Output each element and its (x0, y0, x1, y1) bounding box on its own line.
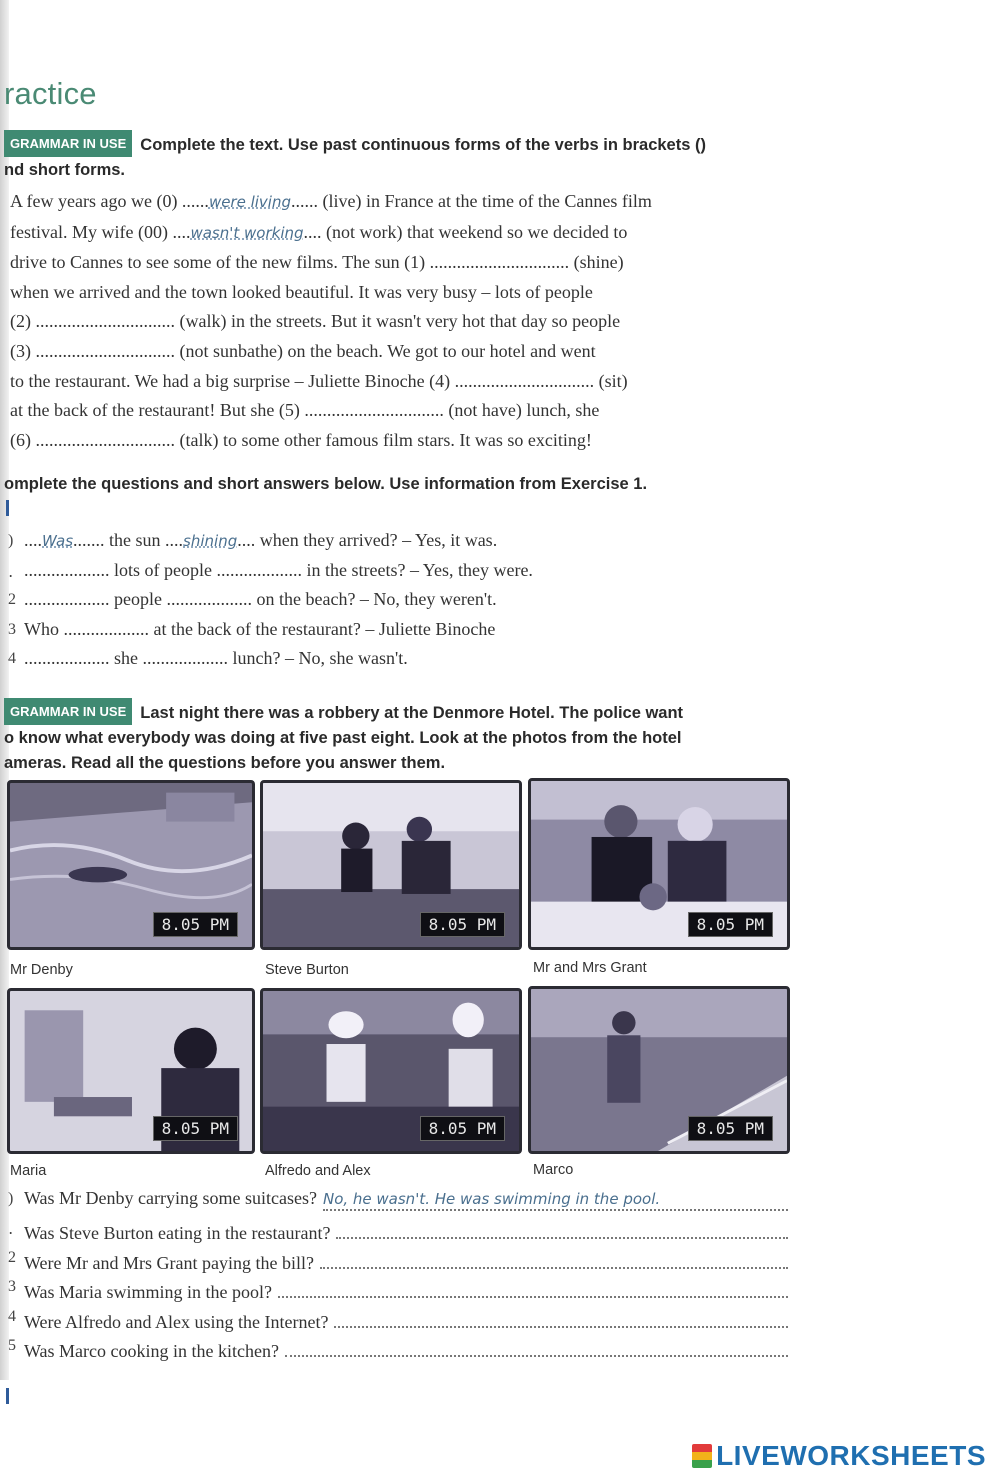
ex1-text-segment: (3) ............................... (not sunbathe) on the beach. We got to our hotel and went (10, 340, 596, 361)
ex3-question (4, 1335, 804, 1364)
ex3-question (4, 1276, 804, 1305)
ex3-question (4, 1306, 804, 1335)
ex2-text-segment: .... (24, 530, 42, 550)
ex2-item (4, 560, 804, 590)
timestamp: 8.05 PM (153, 1116, 238, 1141)
question-text: Were Mr and Mrs Grant paying the bill? (24, 1252, 314, 1273)
caption-steve-burton: Steve Burton (265, 962, 349, 978)
ex3-marker (6, 1388, 9, 1404)
answer-line[interactable] (278, 1276, 788, 1298)
ex2-text-segment: ................... lots of people ................... in the streets? – Yes, they were. (24, 559, 533, 580)
ex1-instruction: GRAMMAR IN USE Complete the text. Use past continuous forms of the verbs in brackets () nd short forms. (4, 130, 804, 183)
answer-line[interactable] (285, 1335, 788, 1357)
item-number: 2 (8, 591, 16, 609)
ex1-line (10, 337, 800, 367)
answer-field[interactable]: Was (42, 532, 74, 550)
ex2-text-segment: .... when they arrived? – Yes, it was. (237, 530, 498, 550)
grammar-in-use-tag: GRAMMAR IN USE (4, 130, 132, 157)
question-number: 2 (8, 1248, 16, 1266)
ex1-text-segment: to the restaurant. We had a big surprise – Juliette Binoche (4) ............................... (sit) (10, 370, 628, 391)
question-text: Was Mr Denby carrying some suitcases? (24, 1188, 317, 1208)
timestamp: 8.05 PM (420, 912, 505, 937)
ex2-marker (6, 500, 9, 516)
ex1-line (10, 367, 800, 397)
answer-field[interactable]: were living (208, 193, 292, 211)
ex2-instruction: omplete the questions and short answers below. Use information from Exercise 1. (4, 475, 648, 493)
question-number: 5 (8, 1336, 16, 1354)
question-text: Was Steve Burton eating in the restaurant? (24, 1223, 331, 1244)
photo-steve-burton (260, 780, 522, 950)
question-text: Was Marco cooking in the kitchen? (24, 1340, 279, 1361)
ex2-item (4, 530, 804, 560)
ex2-item (4, 648, 804, 678)
caption-mr-denby: Mr Denby (10, 962, 73, 978)
answer-line[interactable] (320, 1247, 788, 1269)
ex1-text-segment: when we arrived and the town looked beautiful. It was very busy – lots of people (10, 281, 593, 302)
ex3-question (4, 1247, 804, 1276)
answer-field[interactable]: shining (183, 532, 238, 550)
ex2-questions (4, 530, 804, 678)
ex1-line (10, 278, 800, 308)
ex1-text-segment: .... (not work) that weekend so we decided to (303, 221, 628, 242)
caption-alfredo-alex: Alfredo and Alex (265, 1163, 371, 1179)
caption-mr-mrs-grant: Mr and Mrs Grant (533, 960, 647, 976)
ex1-text (10, 187, 800, 455)
answer-field: No, he wasn't. He was swimming in the pool. (322, 1190, 661, 1208)
grammar-in-use-tag-2: GRAMMAR IN USE (4, 698, 132, 725)
timestamp: 8.05 PM (420, 1116, 505, 1141)
photo-marco (528, 986, 790, 1154)
ex1-text-segment: (2) ............................... (walk) in the streets. But it wasn't very hot that day so people (10, 311, 621, 332)
ex1-text-segment: drive to Cannes to see some of the new films. The sun (1) ............................... (shine) (10, 252, 624, 273)
ex1-line (10, 218, 800, 249)
ex2-text-segment: ................... she ................... lunch? – No, she wasn't. (24, 648, 408, 669)
ex1-line (10, 396, 800, 426)
liveworksheets-logo: LIVEWORKSHEETS (692, 1440, 986, 1472)
ex1-text-segment: (6) ............................... (talk) to some other famous film stars. It was so exciting! (10, 429, 592, 450)
photo-maria (7, 988, 255, 1154)
photo-mr-denby (7, 780, 255, 950)
question-number: 4 (8, 1307, 16, 1325)
item-number: ) (8, 532, 14, 549)
ex1-text-segment: ...... (live) in France at the time of the Cannes film (291, 191, 652, 211)
page-edge (0, 0, 9, 1380)
ex3-questions (4, 1188, 804, 1364)
ex1-line (10, 307, 800, 337)
answer-line[interactable] (323, 1188, 788, 1211)
answer-line[interactable] (334, 1306, 788, 1328)
question-number: ․ (8, 1221, 14, 1239)
item-number: ․ (8, 563, 14, 581)
ex2-text-segment: Who ................... at the back of the restaurant? – Juliette Binoche (24, 618, 496, 639)
ex1-text-segment: festival. My wife (00) .... (10, 221, 191, 242)
ex1-text-segment: A few years ago we (0) ...... (10, 191, 209, 211)
ex3-question (4, 1188, 804, 1217)
photo-alfredo-alex (260, 988, 522, 1154)
item-number: 4 (8, 650, 16, 668)
caption-maria: Maria (10, 1163, 47, 1179)
caption-marco: Marco (533, 1162, 574, 1178)
ex1-line (10, 248, 800, 278)
logo-icon (692, 1444, 712, 1468)
timestamp: 8.05 PM (688, 912, 773, 937)
photo-mr-mrs-grant (528, 778, 790, 950)
timestamp: 8.05 PM (688, 1116, 773, 1141)
ex1-line (10, 426, 800, 456)
page-title: ractice (4, 76, 97, 111)
question-number: ) (8, 1190, 14, 1207)
question-text: Was Maria swimming in the pool? (24, 1282, 273, 1303)
answer-field[interactable]: wasn't working (190, 223, 304, 242)
question-number: 3 (8, 1278, 16, 1296)
ex1-line (10, 187, 800, 218)
item-number: 3 (8, 620, 16, 638)
question-text: Were Alfredo and Alex using the Internet? (24, 1311, 329, 1332)
ex2-item (4, 589, 804, 619)
ex2-item (4, 619, 804, 649)
ex1-text-segment: at the back of the restaurant! But she (5) ............................... (not have) lunch, she (10, 400, 600, 421)
answer-line[interactable] (336, 1217, 788, 1239)
timestamp: 8.05 PM (153, 912, 238, 937)
ex3-instruction: GRAMMAR IN USE Last night there was a robbery at the Denmore Hotel. The police want o know what everybody was doing at five past eight. Look at the photos from the hotel ameras. Read all the questions before you answer them. (4, 698, 804, 776)
ex2-text-segment: ....... the sun .... (73, 530, 184, 550)
ex2-text-segment: ................... people ................... on the beach? – No, they weren't. (24, 589, 497, 610)
ex3-question (4, 1217, 804, 1246)
